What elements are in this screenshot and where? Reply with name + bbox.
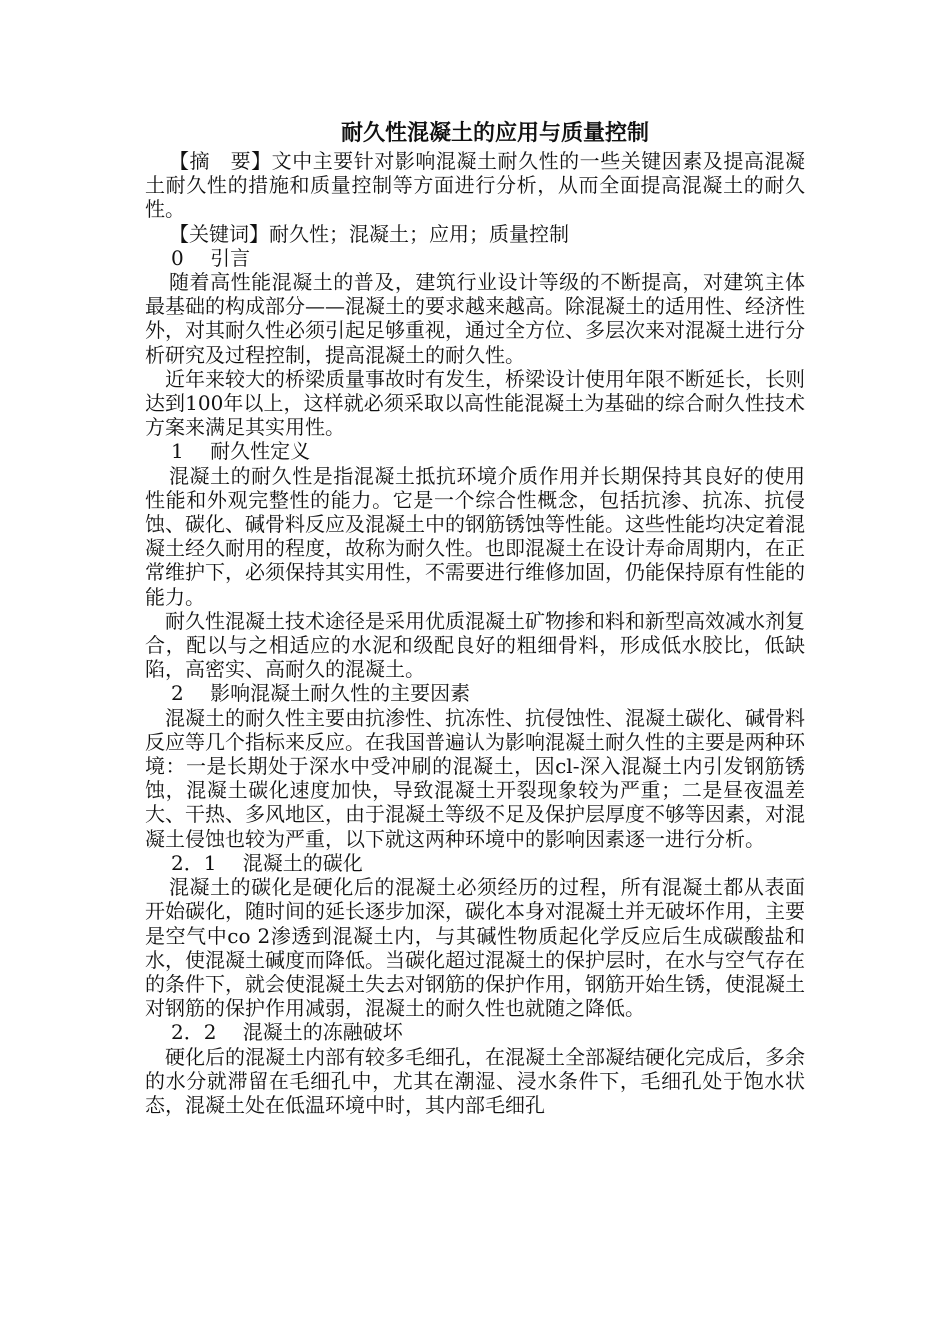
section-heading-2-1: 2．1 混凝土的碳化 bbox=[171, 850, 363, 875]
section-heading-2: 2 影响混凝土耐久性的主要因素 bbox=[171, 681, 471, 706]
section-heading-2-2: 2．2 混凝土的冻融破坏 bbox=[171, 1020, 403, 1045]
freeze-thaw-paragraph: 硬化后的混凝土内部有较多毛细孔，在混凝土全部凝结硬化完成后，多余的水分就滞留在毛细孔中，尤其在潮湿、浸水条件下，毛细孔处于饱水状态，混凝土处在低温环境中时，其内部毛细孔 bbox=[145, 1044, 805, 1117]
intro-paragraph-2: 近年来较大的桥梁质量事故时有发生，桥梁设计使用年限不断延长，长则达到100年以上，这样就必须采取以高性能混凝土为基础的综合耐久性技术方案来满足其实用性。 bbox=[145, 366, 805, 440]
document-title: 耐久性混凝土的应用与质量控制 bbox=[340, 120, 649, 146]
section-heading-0: 0 引言 bbox=[171, 245, 251, 270]
factors-paragraph: 混凝土的耐久性主要由抗渗性、抗冻性、抗侵蚀性、混凝土碳化、碱骨料反应等几个指标来反应。在我国普遍认为影响混凝土耐久性的主要是两种环境：一是长期处于深水中受冲刷的混凝土，因cl-深入混凝土内引发钢筋锈蚀，混凝土碳化速度加快，导致混凝土开裂现象较为严重；二是昼夜温差大、干热、多风地区，由于混凝土等级不足及保护层厚度不够等因素，对混凝土侵蚀也较为严重，以下就这两种环境中的影响因素逐一进行分析。 bbox=[145, 705, 805, 851]
definition-paragraph-2: 耐久性混凝土技术途径是采用优质混凝土矿物掺和料和新型高效减水剂复合，配以与之相适应的水泥和级配良好的粗细骨料，形成低水胶比，低缺陷，高密实、高耐久的混凝土。 bbox=[145, 608, 805, 682]
document-page bbox=[145, 118, 805, 1117]
carbonation-paragraph: 混凝土的碳化是硬化后的混凝土必须经历的过程，所有混凝土都从表面开始碳化，随时间的延长逐步加深，碳化本身对混凝土并无破坏作用，主要是空气中co 2渗透到混凝土内，与其碱性物质起化学反应后生成碳酸盐和水，使混凝土碱度而降低。当碳化超过混凝土的保护层时，在水与空气存在的条件下，就会使混凝土失去对钢筋的保护作用，钢筋开始生锈，使混凝土对钢筋的保护作用减弱，混凝土的耐久性也就随之降低。 bbox=[145, 875, 805, 1021]
intro-paragraph-1: 随着高性能混凝土的普及，建筑行业设计等级的不断提高，对建筑主体最基础的构成部分——混凝土的要求越来越高。除混凝土的适用性、经济性外，对其耐久性必须引起足够重视，通过全方位、多层次来对混凝土进行分析研究及过程控制，提高混凝土的耐久性。 bbox=[145, 270, 805, 367]
section-heading-1: 1 耐久性定义 bbox=[171, 439, 311, 464]
definition-paragraph-1: 混凝土的耐久性是指混凝土抵抗环境介质作用并长期保持其良好的使用性能和外观完整性的能力。它是一个综合性概念，包括抗渗、抗冻、抗侵蚀、碳化、碱骨料反应及混凝土中的钢筋锈蚀等性能。这些性能均决定着混凝土经久耐用的程度，故称为耐久性。也即混凝土在设计寿命周期内，在正常维护下，必须保持其实用性，不需要进行维修加固，仍能保持原有性能的能力。 bbox=[145, 463, 805, 609]
keywords-line: 【关键词】耐久性；混凝土；应用；质量控制 bbox=[169, 221, 569, 246]
abstract-paragraph: 【摘 要】文中主要针对影响混凝土耐久性的一些关键因素及提高混凝土耐久性的措施和质量控制等方面进行分析，从而全面提高混凝土的耐久性。 bbox=[145, 149, 805, 222]
